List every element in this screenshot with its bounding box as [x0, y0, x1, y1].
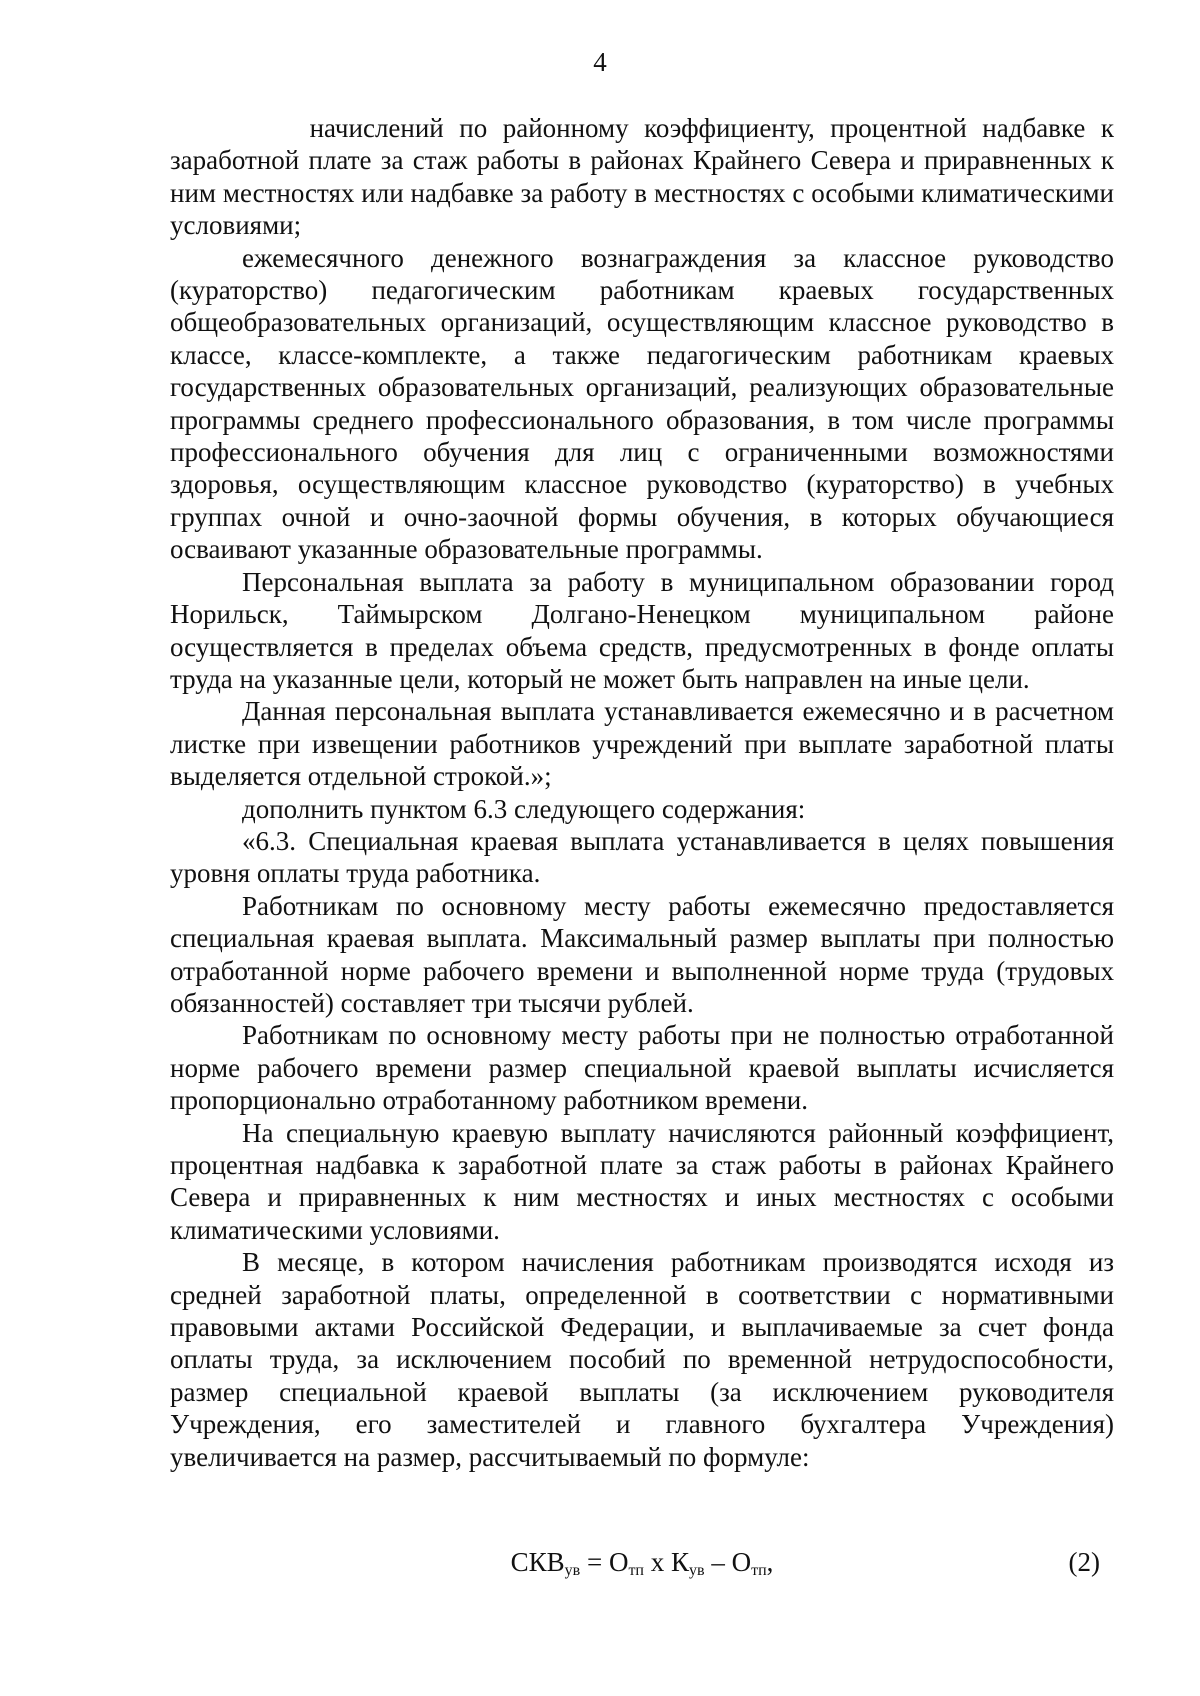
formula-number: (2): [1068, 1547, 1100, 1577]
formula-times: х: [644, 1547, 671, 1577]
formula-term3-sub: тп: [751, 1562, 767, 1579]
paragraph-10: В месяце, в котором начисления работникам производятся исходя из средней заработной платы, определенной в соответствии с нормативными правовыми актами Российской Федерации, и выплачиваемые за счет фонда оплаты труда, за исключением пособий по временной нетрудоспособности, размер специальной краевой выплаты (за исключением руководителя Учреждения, его заместителей и главного бухгалтера Учреждения) увеличивается на размер, рассчитываемый по формуле:: [170, 1247, 1114, 1472]
formula-term1: О: [608, 1547, 629, 1577]
paragraph-5: дополнить пунктом 6.3 следующего содержания:: [242, 793, 806, 824]
formula-minus: –: [704, 1547, 732, 1577]
formula-tail: ,: [766, 1547, 774, 1577]
paragraph-2: ежемесячного денежного вознаграждения за классное руководство (кураторство) педагогическим работникам краевых государственных общеобразовательных организаций, осуществляющим классное руководство в классе, классе-комплекте, а также педагогическим работникам краевых государственных образовательных организаций, реализующих образовательные программы среднего профессионального образования, в том числе программы профессионального обучения для лиц с ограниченными возможностями здоровья, осуществляющим классное руководство (кураторство) в учебных группах очной и очно-заочной формы обучения, в которых обучающиеся осваивают указанные образовательные программы.: [170, 242, 1114, 565]
paragraph-7: Работникам по основному месту работы ежемесячно предоставляется специальная краевая выплата. Максимальный размер выплаты при полностью отработанной норме рабочего времени и выполненной норме труда (трудовых обязанностей) составляет три тысячи рублей.: [170, 890, 1114, 1018]
paragraph-9: На специальную краевую выплату начисляются районный коэффициент, процентная надбавка к заработной плате за стаж работы в районах Крайнего Севера и приравненных к ним местностях и иных местностях с особыми климатическими условиями.: [170, 1117, 1114, 1245]
formula-lhs: СКВ: [510, 1547, 565, 1577]
formula-term2-sub: ув: [689, 1562, 705, 1579]
paragraph-3: Персональная выплата за работу в муниципальном образовании город Норильск, Таймырском Долгано-Ненецком муниципальном районе осуществляется в пределах объема средств, предусмотренных в фонде оплаты труда на указанные цели, который не может быть направлен на иные цели.: [170, 566, 1114, 694]
formula-2: [170, 1542, 1114, 1582]
formula-term2: К: [671, 1547, 690, 1577]
paragraph-6: «6.3. Специальная краевая выплата устанавливается в целях повышения уровня оплаты труда работника.: [170, 825, 1114, 889]
formula-term3: О: [731, 1547, 752, 1577]
paragraph-8: Работникам по основному месту работы при не полностью отработанной норме рабочего времени размер специальной краевой выплаты исчисляется пропорционально отработанному работником времени.: [170, 1020, 1114, 1116]
document-body: [170, 112, 1114, 1473]
page-number: 4: [593, 47, 607, 77]
paragraph-1: начислений по районному коэффициенту, процентной надбавке к заработной плате за стаж работы в районах Крайнего Севера и приравненных к ним местностях или надбавке за работу в местностях с особыми климатическими условиями;: [170, 113, 1114, 241]
formula-eq: =: [580, 1547, 609, 1577]
paragraph-4: Данная персональная выплата устанавливается ежемесячно и в расчетном листке при извещении работников учреждений при выплате заработной платы выделяется отдельной строкой.»;: [170, 696, 1114, 792]
formula-expression: [170, 1542, 1114, 1582]
formula-term1-sub: тп: [628, 1562, 644, 1579]
formula-lhs-sub: ув: [564, 1562, 581, 1579]
